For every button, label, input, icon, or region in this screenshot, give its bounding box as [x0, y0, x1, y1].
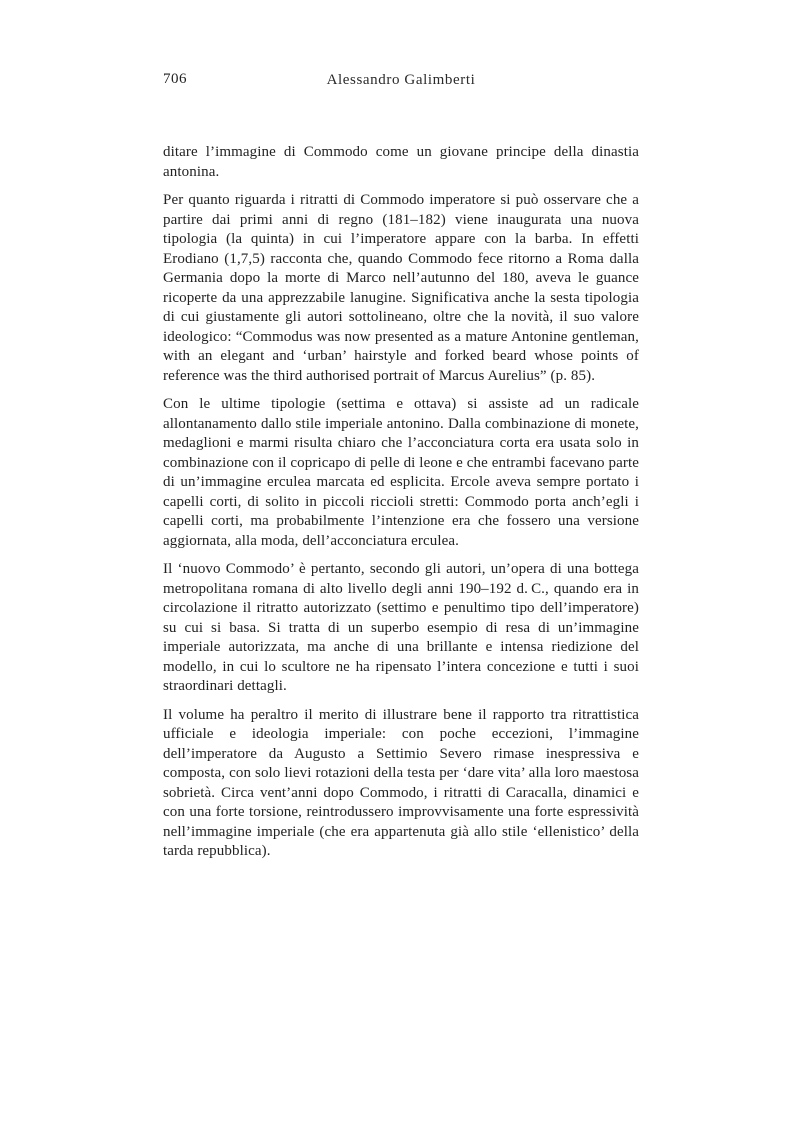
- body-paragraph: Il ‘nuovo Commodo’ è pertanto, secondo gli autori, un’opera di una bottega metropolitana romana di alto livello degli anni 190–192 d. C., quando era in circolazione il ritratto autorizzato (settimo e penultimo tipo dell’imperatore) su cui si basa. Si tratta di un superbo esempio di resa di un’immagine imperiale autorizzata, ma anche di una brillante e intensa riedizione del modello, in cui lo scultore ne ha ripensato l’intera concezione e tutti i suoi straordinari dettagli.: [163, 561, 639, 694]
- body-paragraph: Il volume ha peraltro il merito di illustrare bene il rapporto tra ritrattistica ufficiale e ideologia imperiale: con poche eccezioni, l’immagine dell’imperatore da Augusto a Settimio Severo rimase inespressiva e composta, con solo lievi rotazioni della testa per ‘dare vita’ alla loro maestosa sobrietà. Circa vent’anni dopo Commodo, i ritratti di Caracalla, dinamici e con una forte torsione, reintrodussero improvvisamente una forte espressività nell’immagine imperiale (che era appartenuta già allo stile ‘ellenistico’ della tarda repubblica).: [163, 706, 639, 859]
- body-paragraph-continuation: ditare l’immagine di Commodo come un giovane principe della dinastia antonina.: [163, 144, 639, 180]
- body-paragraph: Con le ultime tipologie (settima e ottava) si assiste ad un radicale allontanamento dallo stile imperiale antonino. Dalla combinazione di monete, medaglioni e marmi risulta chiaro che l’acconciatura corta era usata solo in combinazione con il copricapo di pelle di leone e che entrambi facevano parte di un’immagine erculea marcata ed esplicita. Ercole aveva sempre portato i capelli corti, di solito in piccoli riccioli stretti: Commodo porta anch’egli i capelli corti, ma probabilmente l’intenzione era che fossero una versione aggiornata, alla moda, dell’acconciatura erculea.: [163, 396, 639, 549]
- running-header-author: Alessandro Galimberti: [326, 72, 476, 88]
- body-text-block: [163, 143, 639, 871]
- running-header: [163, 71, 639, 91]
- page-number: 706: [163, 71, 187, 87]
- body-paragraph: Per quanto riguarda i ritratti di Commodo imperatore si può osservare che a partire dai primi anni di regno (181–182) viene inaugurata una nuova tipologia (la quinta) in cui l’imperatore appare con la barba. In effetti Erodiano (1,7,5) racconta che, quando Commodo fece ritorno a Roma dalla Germania dopo la morte di Marco nell’autunno del 180, aveva le guance ricoperte da una apprezzabile lanugine. Significativa anche la sesta tipologia di cui giustamente gli autori sottolineano, oltre che la novità, il suo valore ideologico: “Commodus was now presented as a mature Antonine gentleman, with an elegant and ‘urban’ hairstyle and forked beard whose points of reference was the third authorised portrait of Marcus Aurelius” (p. 85).: [163, 192, 639, 384]
